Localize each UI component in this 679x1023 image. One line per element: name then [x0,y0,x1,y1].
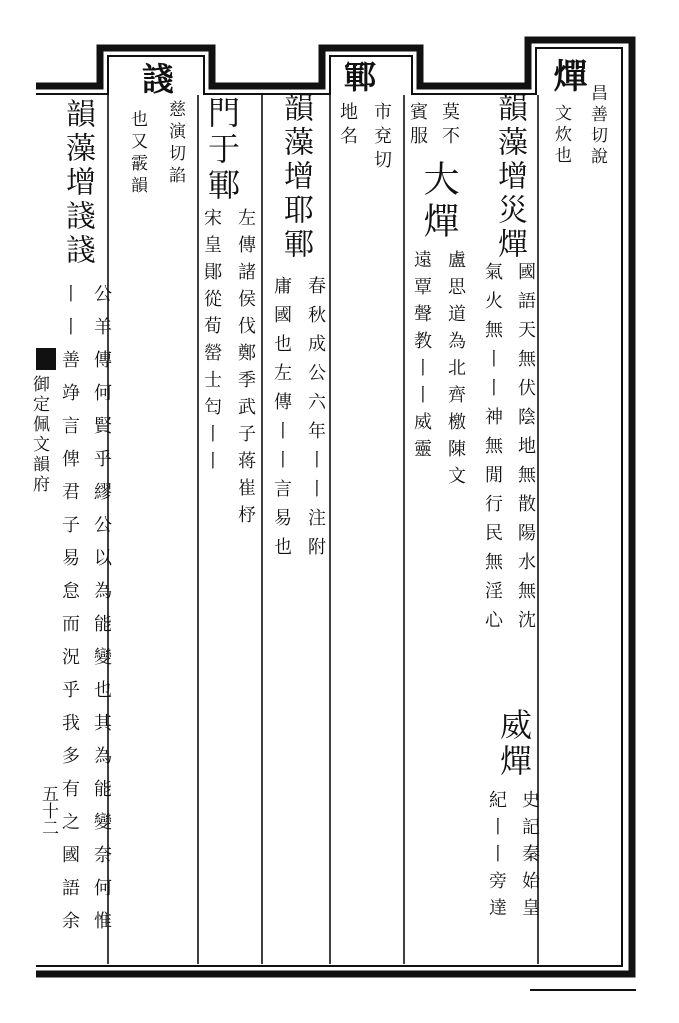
entry-gloss: 也又霰韻 [127,110,147,198]
entry-head-char: 諓 [137,62,175,96]
page-number: 五十二 [38,785,58,836]
commentary-line: 史記秦始皇 [519,790,540,925]
section-heading: 門于鄆 [203,96,241,204]
entry-gloss: 地名 [337,102,358,150]
commentary-line: 公羊傳何賢乎繆公以為能變也其為能變奈何惟 [91,284,112,944]
commentary-line: 庸國也左傳丨丨言易也 [271,276,292,566]
section-heading: 韻藻增諓諓 [60,98,95,268]
entry-reading: 慈演切諂 [165,100,185,188]
quoted-term: 大燀 [418,160,459,244]
commentary-line: 盧思道為北齊檄陳文 [445,250,466,493]
book-title: 御定佩文韻府 [29,375,49,495]
entry-gloss: 文炊也 [551,104,571,167]
commentary-line: 賓服 [407,102,428,150]
commentary-line: 宋皇鄖從荀罃士匄丨丨 [201,208,222,478]
commentary-line: 丨丨善竫言俾君子易怠而況乎我多有之國語余 [59,284,80,944]
quoted-term: 威燀 [495,708,533,780]
commentary-line: 紀丨丨旁達 [486,790,507,925]
section-heading: 韻藻增災燀 [492,92,527,262]
entry-reading: 市兗切 [371,102,392,174]
commentary-line: 莫不 [439,102,460,150]
entry-head-char: 鄆 [339,60,377,94]
entry-head-char: 燀 [547,58,587,94]
commentary-line: 氣火無丨丨神無閒行民無淫心 [482,262,503,639]
commentary-line: 遠覃聲教丨丨威靈 [411,250,432,466]
commentary-line: 春秋成公六年丨丨注附 [305,276,326,566]
section-heading: 韻藻增耶鄆 [278,92,313,262]
commentary-line: 左傳諸侯伐鄭季武子蒋崔杼 [235,208,256,532]
commentary-line: 國語天無伏陰地無散陽水無沈 [515,262,536,639]
entry-reading: 昌善切說 [587,84,607,168]
